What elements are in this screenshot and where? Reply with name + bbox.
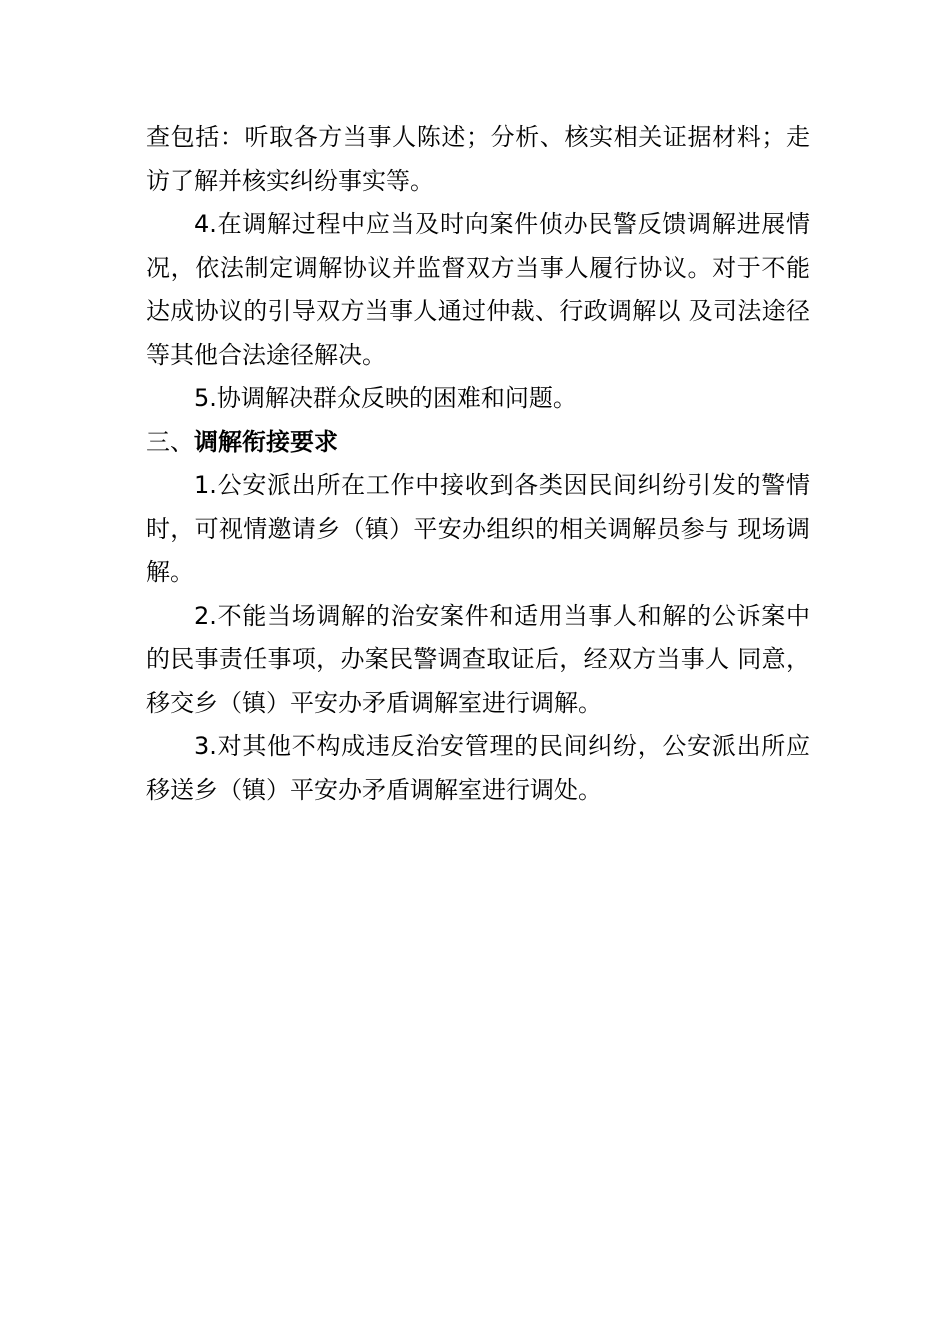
section-item-3: 3.对其他不构成违反治安管理的民间纠纷，公安派出所应移送乡（镇）平安办矛盾调解室进行调处。 [146,732,810,804]
section-item-1: 1.公安派出所在工作中接收到各类因民间纠纷引发的警情时，可视情邀请乡（镇）平安办组织的相关调解员参与 现场调解。 [146,471,810,586]
section-heading [146,421,810,465]
paragraph-item-5: 5.协调解决群众反映的困难和问题。 [194,384,577,412]
document-body [146,116,810,812]
section-heading-number: 三、 [146,427,194,456]
section-item-2: 2.不能当场调解的治安案件和适用当事人和解的公诉案中的民事责任事项，办案民警调查取证后，经双方当事人 同意，移交乡（镇）平安办矛盾调解室进行调解。 [146,601,810,717]
paragraph-item-4: 4.在调解过程中应当及时向案件侦办民警反馈调解进展情况，依法制定调解协议并监督双方当事人履行协议。对于不能达成协议的引导双方当事人通过仲裁、行政调解以 及司法途径等其他合法途径解决。 [146,210,810,369]
section-heading-title: 调解衔接要求 [194,427,338,456]
paragraph-continuation: 查包括：听取各方当事人陈述；分析、核实相关证据材料；走访了解并核实纠纷事实等。 [146,123,810,195]
